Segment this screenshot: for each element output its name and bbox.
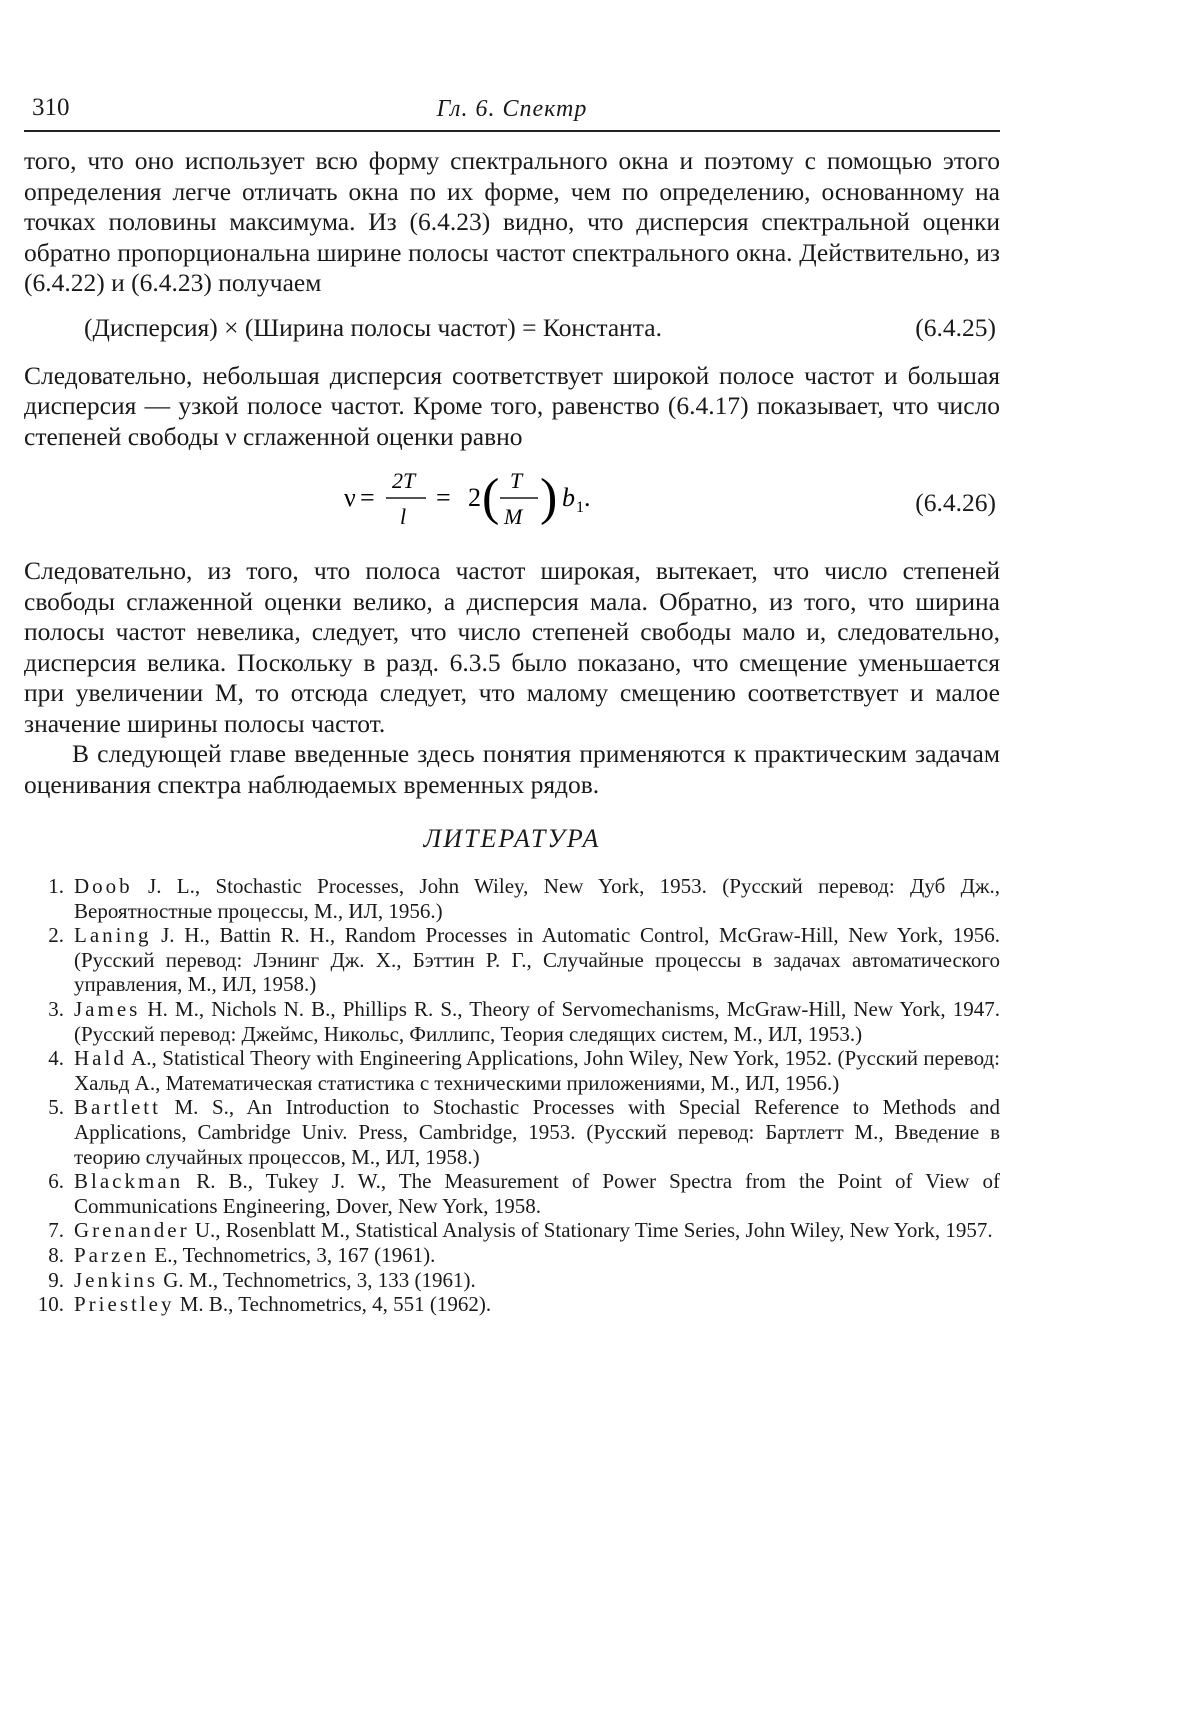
eq-paren-open: ( <box>482 469 500 526</box>
eq-equals: = <box>360 483 375 512</box>
reference-number: 9. <box>48 1267 64 1292</box>
page-number: 310 <box>32 94 70 121</box>
equation-6-4-25 <box>24 313 1000 347</box>
reference-item <box>24 1292 1000 1317</box>
page-header <box>24 90 1000 132</box>
reference-item <box>24 923 1000 997</box>
reference-number: 8. <box>48 1242 64 1267</box>
reference-author: Hald <box>74 1046 127 1071</box>
reference-item <box>24 1046 1000 1095</box>
reference-number: 3. <box>48 996 64 1021</box>
eq-frac1-den: l <box>400 504 407 529</box>
reference-item <box>24 874 1000 923</box>
eq-frac2-den: M <box>504 504 523 529</box>
body-text <box>24 146 1000 800</box>
page <box>24 90 1000 1317</box>
paragraph: Следовательно, небольшая дисперсия соответствует широкой полосе частот и большая дисперсия — узкой полосе частот. Кроме того, равенство (6.4.17) показывает, что число степеней свободы ν сглаженной оценки равно <box>24 360 1000 451</box>
references-list <box>24 874 1000 1317</box>
reference-text: G. M., Technometrics, 3, 133 (1961). <box>158 1267 476 1292</box>
reference-item <box>24 1169 1000 1218</box>
eq-paren-close: ) <box>540 469 558 526</box>
reference-number: 10. <box>37 1292 64 1317</box>
equation-number: (6.4.25) <box>915 312 996 342</box>
reference-author: James <box>74 996 141 1021</box>
reference-text: A., Statistical Theory with Engineering Applications, John Wiley, New York, 1952. (Русский перевод: Хальд А., Математическая статистика с техническими приложениями, М., ИЛ, 1956.) <box>74 1046 1000 1095</box>
eq-dot: . <box>584 483 591 512</box>
reference-author: Priestley <box>74 1292 175 1317</box>
references-title: ЛИТЕРАТУРА <box>423 824 601 853</box>
equation-number: (6.4.26) <box>915 488 996 517</box>
reference-author: Doob <box>74 874 133 898</box>
reference-text: E., Technometrics, 3, 167 (1961). <box>149 1242 436 1267</box>
reference-item <box>24 1095 1000 1169</box>
reference-text: M. S., An Introduction to Stochastic Processes with Special Reference to Methods and Applications, Cambridge Univ. Press, Cambridge, 1953. (Русский перевод: Бартлетт М., Введение в теорию случайных процессов, М., ИЛ, 1958.) <box>74 1095 1000 1169</box>
equation-6-4-26 <box>24 458 1000 542</box>
reference-author: Blackman <box>74 1169 184 1194</box>
reference-item <box>24 1268 1000 1293</box>
running-title: Гл. 6. Спектр <box>436 96 588 122</box>
eq-tail: b <box>562 483 575 512</box>
reference-number: 6. <box>48 1169 64 1194</box>
reference-author: Laning <box>74 923 152 948</box>
reference-item <box>24 1218 1000 1243</box>
reference-number: 7. <box>48 1218 64 1243</box>
eq-frac1-num: 2T <box>392 468 416 493</box>
reference-item <box>24 1243 1000 1268</box>
equation-formula <box>344 458 644 542</box>
eq-lhs: ν <box>344 483 356 512</box>
paragraph: В следующей главе введенные здесь понятия применяются к практическим задачам оценивания спектра наблюдаемых временных рядов. <box>24 739 1000 799</box>
reference-number: 4. <box>48 1046 64 1071</box>
reference-number: 2. <box>48 923 64 948</box>
eq-tail-sub: 1 <box>576 499 584 516</box>
equation-text: (Дисперсия) × (Ширина полосы частот) = Константа. <box>84 312 662 342</box>
reference-number: 1. <box>48 874 64 898</box>
paragraph: Следовательно, из того, что полоса частот широкая, вытекает, что число степеней свободы сглаженной оценки велико, а дисперсия мала. Обратно, из того, что ширина полосы частот невелика, следует, что число степеней свободы мало и, следовательно, дисперсия велика. Поскольку в разд. 6.3.5 было показано, что смещение уменьшается при увеличении M, то отсюда следует, что малому смещению соответствует и малое значение ширины полосы частот. <box>24 556 1000 738</box>
reference-text: H. M., Nichols N. B., Phillips R. S., Theory of Servomechanisms, McGraw-Hill, New York, 1947. (Русский перевод: Джеймс, Никольс, Филлипс, Теория следящих систем, М., ИЛ, 1953.) <box>74 996 1000 1046</box>
reference-author: Bartlett <box>74 1095 161 1120</box>
reference-number: 5. <box>48 1095 64 1120</box>
eq-frac2-num: T <box>510 468 523 493</box>
reference-text: U., Rosenblatt M., Statistical Analysis of Stationary Time Series, John Wiley, New York, 1957. <box>189 1218 993 1243</box>
paragraph: того, что оно использует всю форму спектрального окна и поэтому с помощью этого определения легче отличать окна по их форме, чем по определению, основанному на точках половины максимума. Из (6.4.23) видно, что дисперсия спектральной оценки обратно пропорциональна ширине полосы частот спектрального окна. Действительно, из (6.4.22) и (6.4.23) получаем <box>24 146 1000 297</box>
reference-author: Parzen <box>74 1242 150 1267</box>
reference-text: J. H., Battin R. H., Random Processes in Automatic Control, McGraw-Hill, New York, 1956. (Русский перевод: Лэнинг Дж. X., Бэттин Р. Г., Случайные процессы в задачах автоматического управления, М., ИЛ, 1958.) <box>74 923 1000 997</box>
reference-text: J. L., Stochastic Processes, John Wiley, New York, 1953. (Русский перевод: Дуб Дж., Вероятностные процессы, М., ИЛ, 1956.) <box>74 874 1000 923</box>
reference-text: M. B., Technometrics, 4, 551 (1962). <box>174 1292 492 1317</box>
reference-author: Grenander <box>74 1218 190 1243</box>
reference-author: Jenkins <box>74 1267 158 1292</box>
eq-equals-2: = <box>436 483 451 512</box>
reference-item <box>24 997 1000 1046</box>
eq-coef: 2 <box>468 483 481 512</box>
reference-text: R. B., Tukey J. W., The Measurement of Power Spectra from the Point of View of Communications Engineering, Dover, New York, 1958. <box>74 1169 1000 1218</box>
